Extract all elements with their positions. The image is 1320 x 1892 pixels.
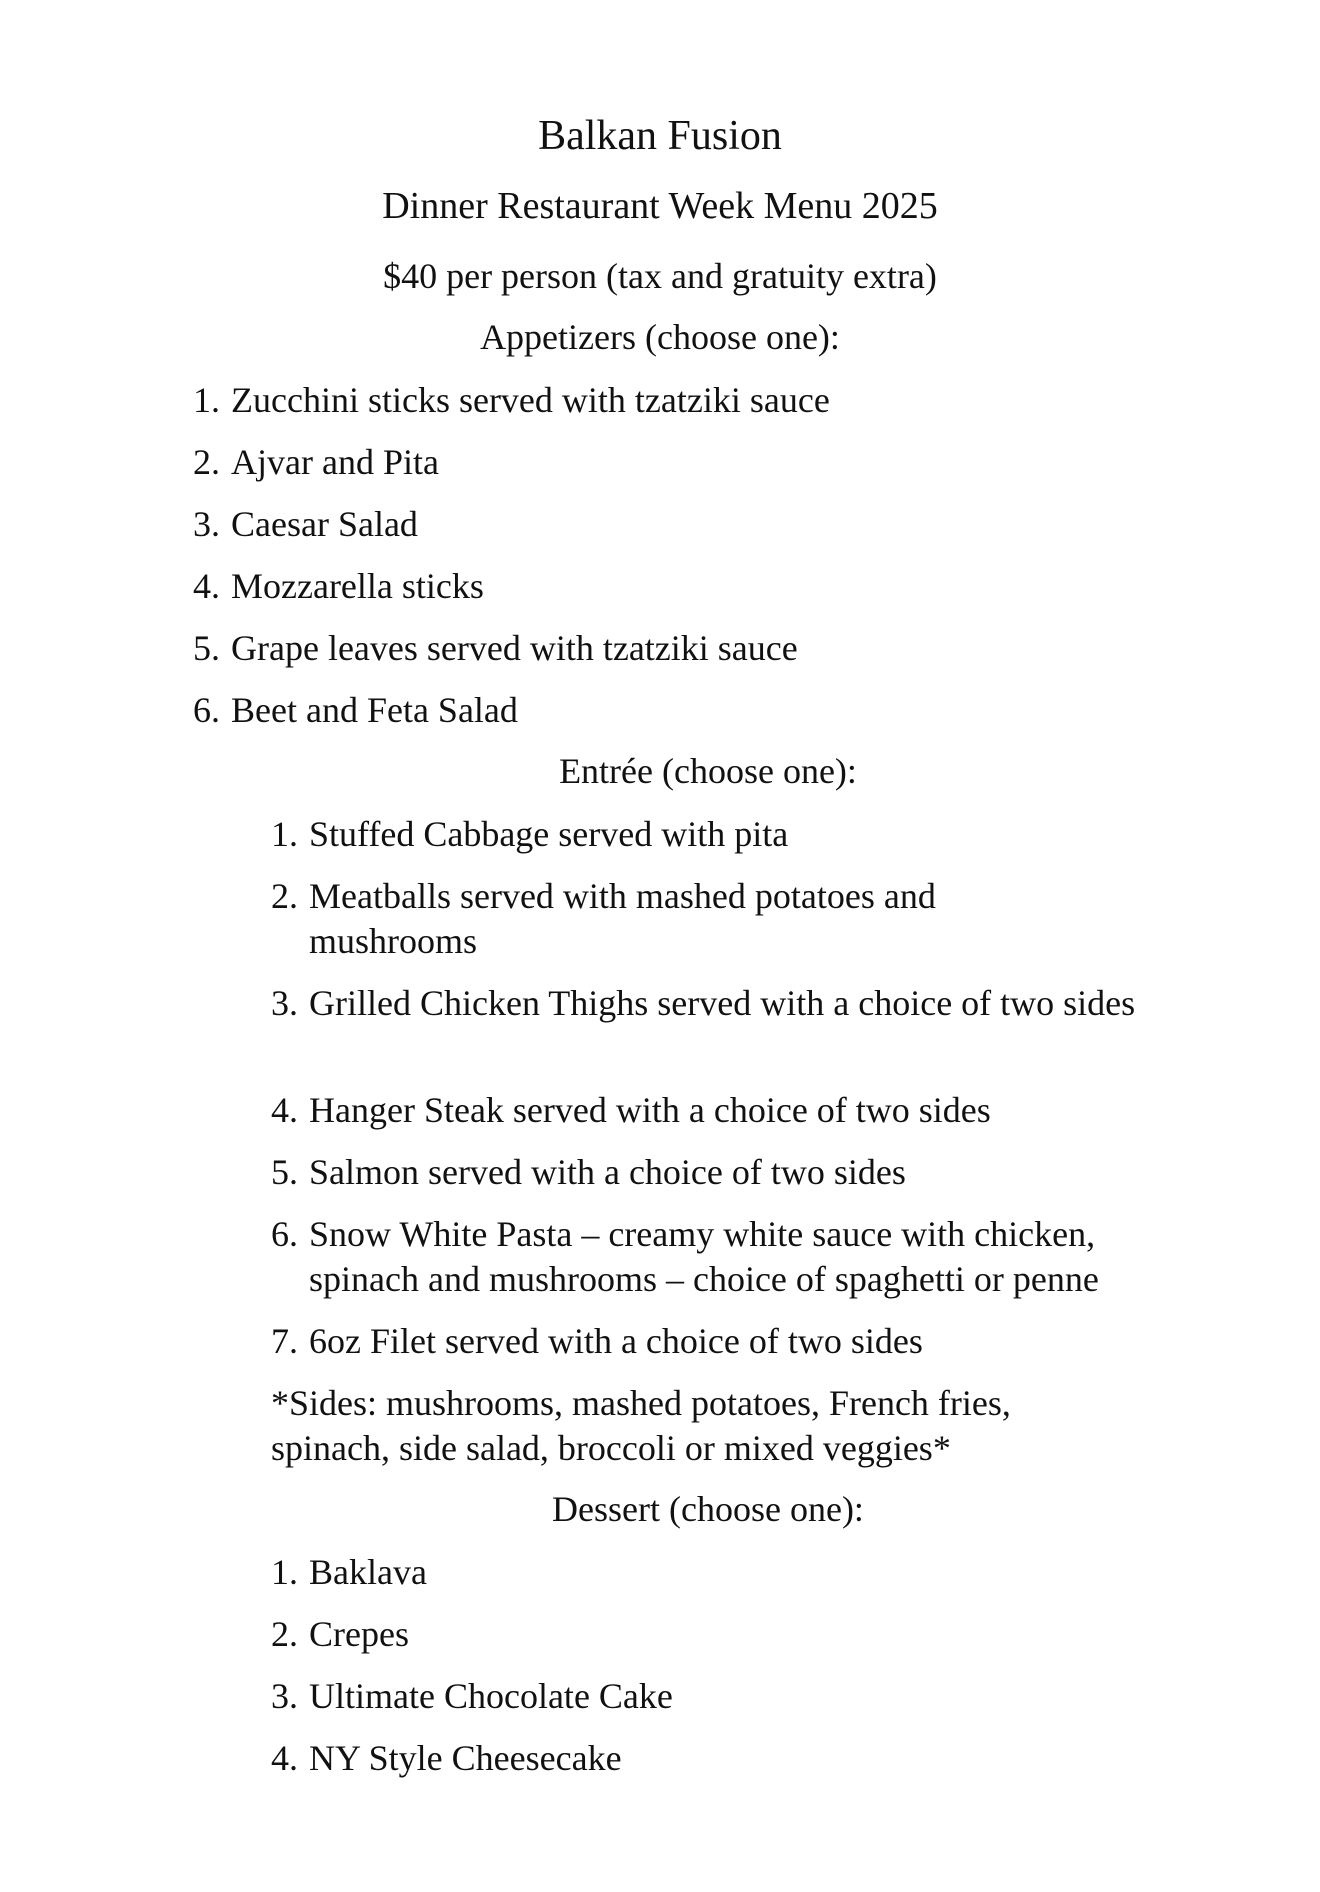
item-number: 3.	[271, 1676, 298, 1716]
item-text: Crepes	[309, 1614, 409, 1654]
item-number: 2.	[193, 442, 220, 482]
item-text: Stuffed Cabbage served with pita	[309, 814, 789, 854]
entree-heading: Entrée (choose one):	[559, 751, 857, 791]
item-number: 3.	[193, 504, 220, 544]
item-text: Mozzarella sticks	[231, 566, 484, 606]
item-number: 1.	[193, 380, 220, 420]
item-text: Ajvar and Pita	[231, 442, 439, 482]
restaurant-name: Balkan Fusion	[538, 113, 782, 159]
item-text: Grilled Chicken Thighs served with a choice of two sides	[309, 983, 1136, 1023]
item-text: Caesar Salad	[231, 504, 418, 544]
item-text: Snow White Pasta – creamy white sauce with chicken, spinach and mushrooms – choice of spaghetti or penne	[309, 1214, 1099, 1299]
item-text: Zucchini sticks served with tzatziki sauce	[231, 380, 830, 420]
appetizers-heading: Appetizers (choose one):	[480, 317, 840, 357]
item-text: Hanger Steak served with a choice of two sides	[309, 1090, 991, 1130]
item-number: 4.	[271, 1738, 298, 1778]
item-text: Salmon served with a choice of two sides	[309, 1152, 906, 1192]
item-number: 1.	[271, 1552, 298, 1592]
item-text: Beet and Feta Salad	[231, 690, 518, 730]
item-number: 5.	[271, 1152, 298, 1192]
item-text: 6oz Filet served with a choice of two sides	[309, 1321, 923, 1361]
item-text: NY Style Cheesecake	[309, 1738, 622, 1778]
item-text: Grape leaves served with tzatziki sauce	[231, 628, 798, 668]
menu-title: Dinner Restaurant Week Menu 2025	[382, 185, 938, 227]
item-number: 2.	[271, 1614, 298, 1654]
dessert-heading: Dessert (choose one):	[552, 1489, 864, 1529]
item-number: 7.	[271, 1321, 298, 1361]
item-number: 2.	[271, 876, 298, 916]
item-number: 3.	[271, 983, 298, 1023]
item-text: Ultimate Chocolate Cake	[309, 1676, 673, 1716]
item-number: 4.	[271, 1090, 298, 1130]
item-number: 6.	[271, 1214, 298, 1254]
item-number: 1.	[271, 814, 298, 854]
item-text: Baklava	[309, 1552, 427, 1592]
item-number: 4.	[193, 566, 220, 606]
price-line: $40 per person (tax and gratuity extra)	[383, 256, 937, 296]
item-text: Meatballs served with mashed potatoes and mushrooms	[309, 876, 936, 961]
item-number: 6.	[193, 690, 220, 730]
sides-note: *Sides: mushrooms, mashed potatoes, French fries, spinach, side salad, broccoli or mixed veggies*	[271, 1383, 1011, 1468]
item-number: 5.	[193, 628, 220, 668]
